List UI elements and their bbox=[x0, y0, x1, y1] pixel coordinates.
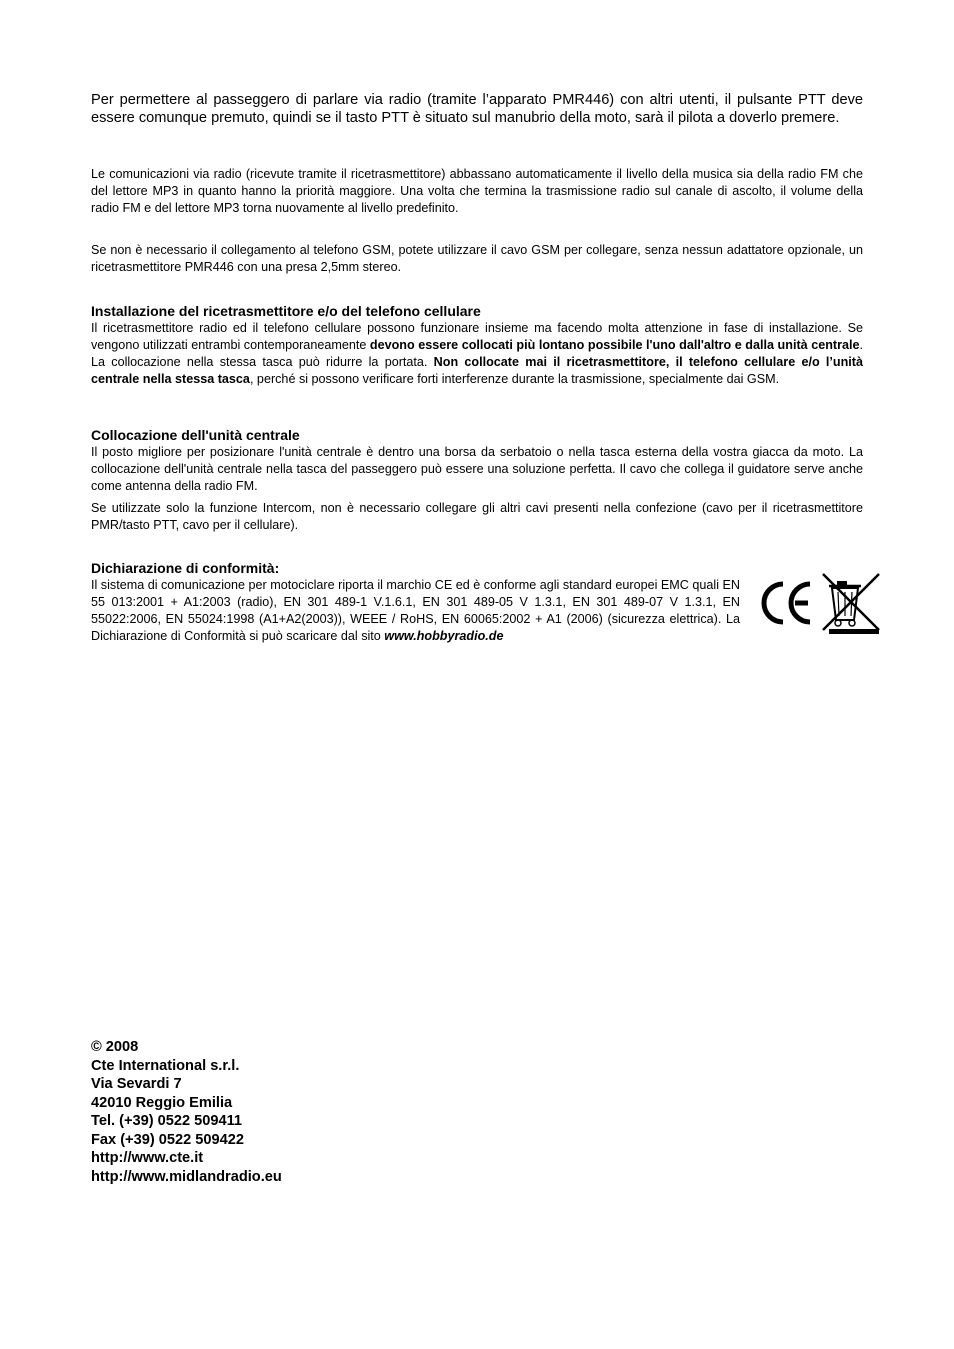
intro-paragraph-priority bbox=[91, 166, 863, 217]
text-run: Il sistema di comunicazione per motociclare riporta il marchio CE ed è conforme agli standard europei EMC quali EN 55 013:2001 + A1:2003 (radio), EN 301 489-1 V.1.6.1, EN 301 489-05 V 1.3.1, EN 301 489-07 V 1.3.1, EN 55022:2006, EN 55024:1998 (A1+A2(2003)), WEEE / RoHS, EN 60065:2002 + A1 (2006) (sicurezza elettrica). La Dichiarazione di Conformità si può scaricare dal sito bbox=[91, 578, 740, 643]
website-link-cte[interactable]: http://www.cte.it bbox=[91, 1150, 204, 1166]
bold-run: Non collocate mai il ricetrasmettitore, il telefono cellulare e/o l’unità centrale nella stessa tasca bbox=[91, 355, 863, 386]
paragraph-text: Per permettere al passeggero di parlare via radio (tramite l’apparato PMR446) con altri utenti, il pulsante PTT deve essere comunque premuto, quindi se il tasto PTT è situato sul manubrio della moto, sarà il pilota a doverlo premere. bbox=[91, 92, 863, 126]
paragraph-text bbox=[91, 320, 863, 388]
section-title: Installazione del ricetrasmettitore e/o del telefono cellulare bbox=[91, 303, 481, 319]
bold-run: devono essere collocati più lontano possibile l'uno dall'altro e dalla unità centrale bbox=[369, 338, 860, 352]
intro-paragraph-ptt bbox=[91, 91, 863, 127]
phone-number: Tel. (+39) 0522 509411 bbox=[91, 1113, 243, 1129]
contact-block bbox=[91, 1038, 282, 1186]
weee-crossed-bin-icon bbox=[823, 574, 879, 634]
ce-mark-icon bbox=[764, 584, 810, 622]
copyright-line: © 2008 bbox=[91, 1039, 139, 1055]
fax-number: Fax (+39) 0522 509422 bbox=[91, 1131, 244, 1148]
website-link-midland[interactable]: http://www.midlandradio.eu bbox=[91, 1168, 282, 1185]
certification-logos bbox=[757, 572, 885, 634]
hobbyradio-link[interactable]: www.hobbyradio.de bbox=[384, 629, 504, 643]
text-run: . La collocazione nella stessa tasca può ridurre la portata. bbox=[91, 338, 864, 369]
text-run: , perché si possono verificare forti interferenze durante la trasmissione, specialmente dai GSM. bbox=[249, 372, 780, 386]
ce-weee-logos bbox=[757, 572, 885, 634]
conformity-text-block bbox=[91, 577, 740, 645]
intro-paragraph-gsm bbox=[91, 242, 863, 276]
company-name: Cte International s.r.l. bbox=[91, 1057, 240, 1074]
text-run: Il ricetrasmettitore radio ed il telefono cellulare possono funzionare insieme ma facendo molta attenzione in fase di installazione. Se vengono utilizzati entrambi contemporaneamente bbox=[91, 321, 863, 352]
paragraph-text bbox=[91, 577, 740, 645]
section-title: Dichiarazione di conformità: bbox=[91, 560, 280, 576]
address-street: Via Sevardi 7 bbox=[91, 1076, 182, 1092]
paragraph-text: Se utilizzate solo la funzione Intercom, non è necessario collegare gli altri cavi presenti nella confezione (cavo per il ricetrasmettitore PMR/tasto PTT, cavo per il cellulare). bbox=[91, 501, 863, 532]
paragraph-text: Le comunicazioni via radio (ricevute tramite il ricetrasmettitore) abbassano automaticamente il livello della musica sia della radio FM che del lettore MP3 in quanto hanno la priorità maggiore. Una volta che termina la trasmissione radio sul canale di ascolto, il volume della radio FM e del lettore MP3 torna nuovamente al livello predefinito. bbox=[91, 167, 863, 215]
section-conformita bbox=[91, 560, 863, 645]
section-installazione bbox=[91, 303, 863, 388]
section-title: Collocazione dell'unità centrale bbox=[91, 427, 300, 443]
paragraph-text: Se non è necessario il collegamento al telefono GSM, potete utilizzare il cavo GSM per collegare, senza nessun adattatore opzionale, un ricetrasmettitore PMR446 con una presa 2,5mm stereo. bbox=[91, 243, 863, 274]
paragraph-text: Il posto migliore per posizionare l'unità centrale è dentro una borsa da serbatoio o nella tasca esterna della vostra giacca da moto. La collocazione dell'unità centrale nella tasca del passeggero può essere una soluzione perfetta. Il cavo che collega il guidatore serve anche come antenna della radio FM. bbox=[91, 445, 863, 493]
address-city: 42010 Reggio Emilia bbox=[91, 1094, 233, 1111]
section-collocazione bbox=[91, 427, 863, 534]
